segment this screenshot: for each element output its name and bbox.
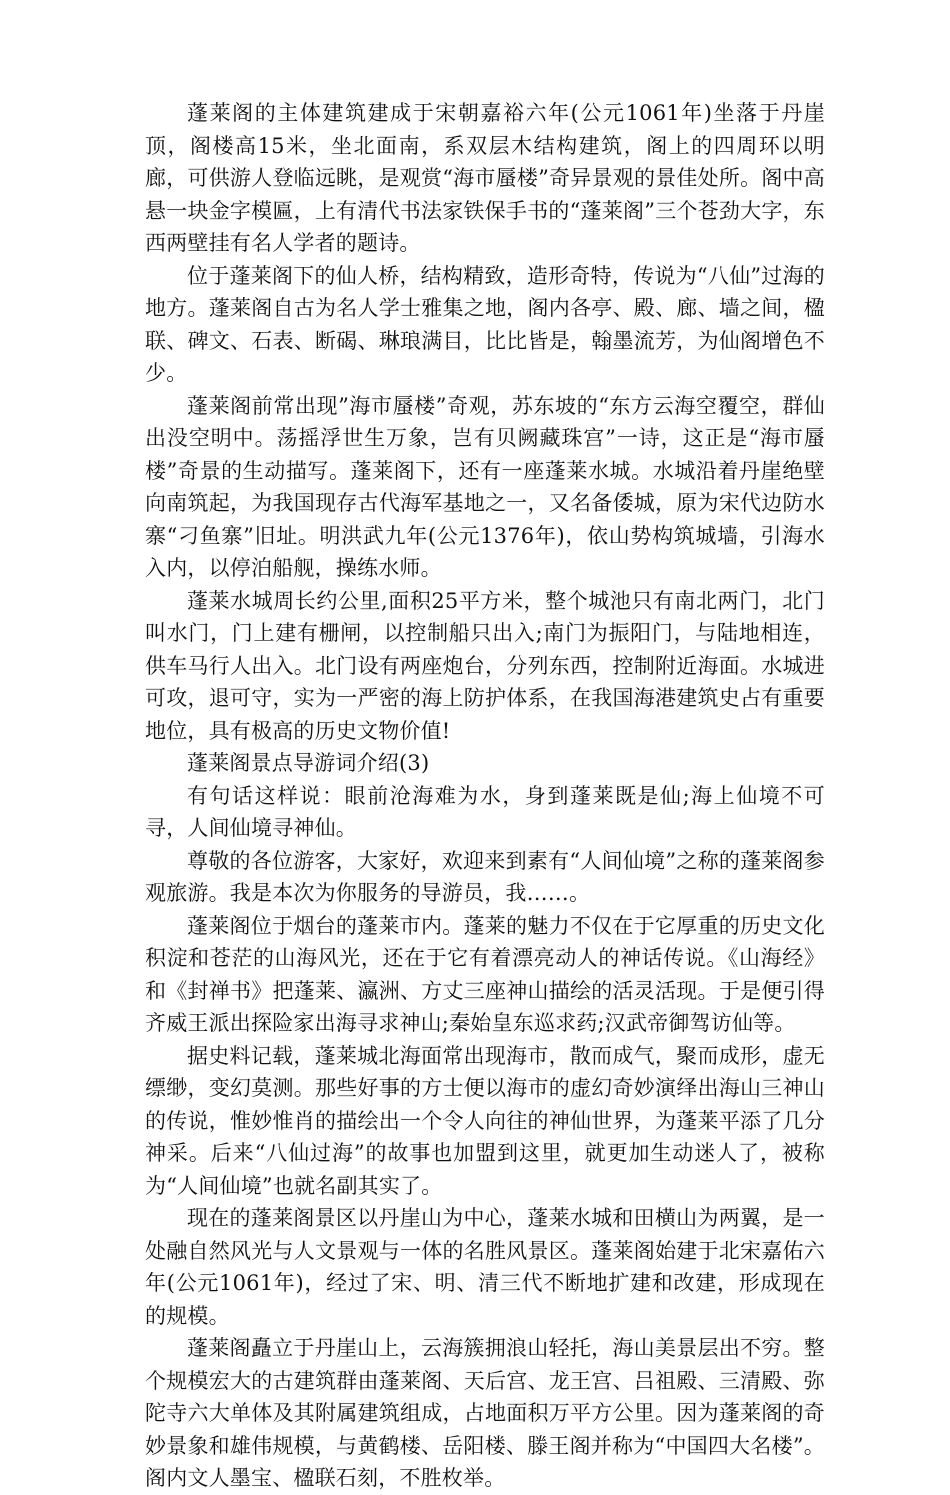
section-heading: 蓬莱阁景点导游词介绍(3)	[187, 751, 430, 775]
paragraph-2: 位于蓬莱阁下的仙人桥，结构精致，造形奇特，传说为“八仙”过海的地方。蓬莱阁自古为名人学士雅集之地，阁内各亭、殿、廊、墙之间，楹联、碑文、石表、断碣、琳琅满目，比比皆是，翰墨流芳，为仙阁增色不少。	[145, 263, 825, 385]
paragraph-9: 据史料记载，蓬莱城北海面常出现海市，散而成气，聚而成形，虚无缥缈，变幻莫测。那些好事的方士便以海市的虚幻奇妙演绎出海山三神山的传说，惟妙惟肖的描绘出一个令人向往的神仙世界，为蓬莱平添了几分神采。后来“八仙过海”的故事也加盟到这里，就更加生动迷人了，被称为“人间仙境”也就名副其实了。	[145, 1043, 825, 1198]
paragraph-11: 蓬莱阁矗立于丹崖山上，云海簇拥浪山轻托，海山美景层出不穷。整个规模宏大的古建筑群由蓬莱阁、天后宫、龙王宫、吕祖殿、三清殿、弥陀寺六大单体及其附属建筑组成，占地面积万平方公里。因为蓬莱阁的奇妙景象和雄伟规模，与黄鹤楼、岳阳楼、滕王阁并称为“中国四大名楼”。阁内文人墨宝、楹联石刻，不胜枚举。	[145, 1336, 825, 1490]
paragraph-6: 有句话这样说：眼前沧海难为水，身到蓬莱既是仙;海上仙境不可寻，人间仙境寻神仙。	[145, 783, 825, 840]
document-page	[145, 97, 825, 1495]
paragraph-8: 蓬莱阁位于烟台的蓬莱市内。蓬莱的魅力不仅在于它厚重的历史文化积淀和苍茫的山海风光，还在于它有着漂亮动人的神话传说。《山海经》和《封禅书》把蓬莱、瀛洲、方丈三座神山描绘的活灵活现。于是便引得齐威王派出探险家出海寻求神山;秦始皇东巡求药;汉武帝御驾访仙等。	[145, 913, 825, 1035]
paragraph-7: 尊敬的各位游客，大家好，欢迎来到素有“人间仙境”之称的蓬莱阁参观旅游。我是本次为你服务的导游员，我……。	[145, 848, 825, 905]
paragraph-10: 现在的蓬莱阁景区以丹崖山为中心，蓬莱水城和田横山为两翼，是一处融自然风光与人文景观与一体的名胜风景区。蓬莱阁始建于北宋嘉佑六年(公元1061年)，经过了宋、明、清三代不断地扩建和改建，形成现在的规模。	[145, 1206, 825, 1328]
paragraph-3: 蓬莱阁前常出现”海市蜃楼”奇观，苏东坡的“东方云海空覆空，群仙出没空明中。荡摇浮世生万象，岂有贝阙藏珠宫”一诗，这正是“海市蜃楼”奇景的生动描写。蓬莱阁下，还有一座蓬莱水城。水城沿着丹崖绝壁向南筑起，为我国现存古代海军基地之一，又名备倭城，原为宋代边防水寨“刁鱼寨”旧址。明洪武九年(公元1376年)，依山势构筑城墙，引海水入内，以停泊船舰，操练水师。	[145, 393, 825, 580]
paragraph-4: 蓬莱水城周长约公里,面积25平方米，整个城池只有南北两门，北门叫水门，门上建有栅闸，以控制船只出入;南门为振阳门，与陆地相连，供车马行人出入。北门设有两座炮台，分列东西，控制附近海面。水城进可攻，退可守，实为一严密的海上防护体系，在我国海港建筑史占有重要地位，具有极高的历史文物价值!	[145, 588, 825, 743]
paragraph-1: 蓬莱阁的主体建筑建成于宋朝嘉裕六年(公元1061年)坐落于丹崖顶，阁楼高15米，坐北面南，系双层木结构建筑，阁上的四周环以明廊，可供游人登临远眺，是观赏“海市蜃楼”奇异景观的景佳处所。阁中高悬一块金字模匾，上有清代书法家铁保手书的“蓬莱阁”三个苍劲大字，东西两壁挂有名人学者的题诗。	[145, 101, 825, 255]
